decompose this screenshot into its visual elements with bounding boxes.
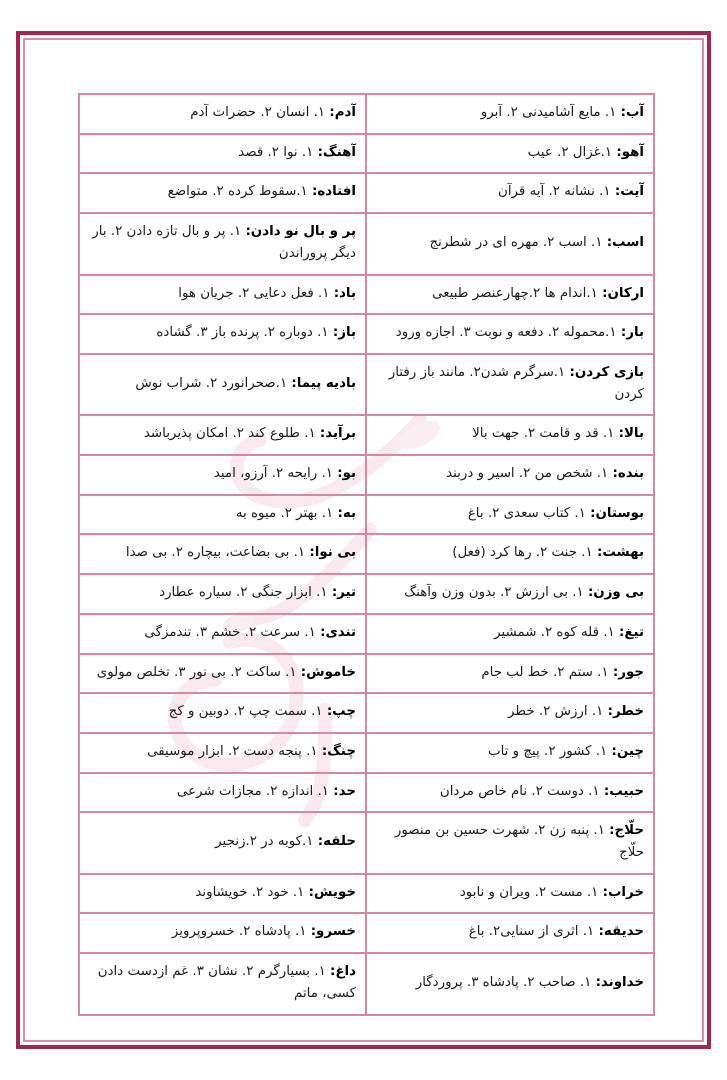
entry-definition: ۱. دوباره ۲. پرنده باز ۳. گشاده <box>156 325 329 341</box>
glossary-cell-left <box>79 173 366 213</box>
entry-term: جور: <box>612 664 644 680</box>
glossary-cell-left <box>79 415 366 455</box>
entry-term: بی وزن: <box>587 585 644 601</box>
entry-term: بهشت: <box>596 545 644 561</box>
entry-term: آدم: <box>329 105 356 120</box>
entry-term: آب: <box>620 105 644 120</box>
entry-definition: ۱. انسان ۲. حضرات آدم <box>190 105 326 120</box>
glossary-cell-right <box>366 455 654 495</box>
entry-term: اسب: <box>606 234 644 250</box>
entry-term: بوستان: <box>590 505 644 521</box>
entry-definition: ۱.سقوط کرده ۲. متواضع <box>167 184 308 200</box>
entry-term: بادیه پیما: <box>291 375 356 391</box>
glossary-cell-left <box>79 812 366 873</box>
entry-definition: ۱. جنت ۲. رها کرد (فعل) <box>452 545 593 561</box>
entry-definition: ۱. قله کوه ۲. شمشیر <box>494 624 615 640</box>
entry-definition: ۱.سرگرم شدن۲. مانند باز رفتار کردن <box>388 364 644 402</box>
glossary-cell-left <box>79 275 366 315</box>
glossary-cell-left <box>79 913 366 953</box>
entry-definition: ۱. بی بضاعت، بیچاره ۲. بی صدا <box>125 545 306 561</box>
entry-term: تیر: <box>331 585 356 601</box>
glossary-cell-left <box>79 534 366 574</box>
entry-term: آهنگ: <box>317 144 356 160</box>
entry-definition: ۱. رایحه ۲. آرزو، امید <box>213 466 333 482</box>
glossary-cell-right <box>366 733 654 773</box>
table-row <box>79 654 654 694</box>
entry-term: خطر: <box>607 704 644 720</box>
glossary-cell-left <box>79 455 366 495</box>
glossary-cell-right <box>366 953 654 1014</box>
table-row <box>79 773 654 813</box>
glossary-cell-right <box>366 275 654 315</box>
entry-definition: ۱. کتاب سعدی ۲. باغ <box>467 505 586 521</box>
glossary-cell-left <box>79 94 366 134</box>
entry-term: حبیب: <box>603 783 644 799</box>
table-row <box>79 874 654 914</box>
entry-term: خسرو: <box>310 924 356 940</box>
glossary-cell-left <box>79 314 366 354</box>
entry-definition: ۱. بهتر ۲. میوه به <box>235 505 334 521</box>
entry-definition: ۱. صاحب ۲. پادشاه ۳. پروردگار <box>415 975 592 991</box>
entry-definition: ۱. اندازه ۲. مجازات شرعی <box>176 783 329 799</box>
entry-definition: ۱. اثری از سنایی۲. باغ <box>468 924 595 940</box>
entry-term: بار: <box>620 325 644 341</box>
entry-term: چین: <box>611 743 644 759</box>
entry-term: باز: <box>332 325 356 341</box>
table-row <box>79 134 654 174</box>
entry-definition: ۱. طلوع کند ۲. امکان پذیرباشد <box>143 426 316 442</box>
entry-term: بنده: <box>612 466 644 482</box>
entry-definition: ۱. فعل دعایی ۲. جریان هوا <box>178 285 330 301</box>
glossary-cell-right <box>366 913 654 953</box>
entry-term: حدیقه: <box>598 924 644 940</box>
glossary-cell-right <box>366 213 654 274</box>
glossary-cell-right <box>366 574 654 614</box>
glossary-cell-left <box>79 213 366 274</box>
entry-term: تندی: <box>320 624 356 640</box>
entry-definition: ۱. کشور ۲. پیچ و تاب <box>487 743 608 759</box>
glossary-cell-right <box>366 773 654 813</box>
glossary-cell-right <box>366 94 654 134</box>
glossary-cell-left <box>79 693 366 733</box>
entry-term: به: <box>337 505 356 521</box>
entry-term: باد: <box>333 285 356 301</box>
entry-term: خویش: <box>308 884 356 900</box>
entry-definition: ۱. بسیارگرم ۲. نشان ۳. غم ازدست دادن کسی، ماتم <box>97 964 356 1001</box>
glossary-cell-left <box>79 574 366 614</box>
entry-term: خراب: <box>602 884 644 900</box>
glossary-cell-right <box>366 534 654 574</box>
table-row <box>79 314 654 354</box>
entry-definition: ۱. مست ۲. ویران و نابود <box>459 884 599 900</box>
entry-term: پر و بال نو دادن: <box>245 224 356 240</box>
table-row <box>79 614 654 654</box>
glossary-cell-right <box>366 495 654 535</box>
entry-term: داغ: <box>330 964 356 980</box>
entry-definition: ۱. نوا ۲. قصد <box>238 144 314 160</box>
glossary-table-body <box>79 94 654 1015</box>
glossary-cell-right <box>366 415 654 455</box>
entry-definition: ۱. ابزار جنگی ۲. سیاره عطارد <box>159 585 328 601</box>
table-row <box>79 94 654 134</box>
entry-definition: ۱. قد و قامت ۲. جهت بالا <box>472 426 615 442</box>
table-row <box>79 415 654 455</box>
glossary-cell-left <box>79 134 366 174</box>
glossary-cell-right <box>366 812 654 873</box>
entry-term: بی نوا: <box>309 545 356 561</box>
table-row <box>79 812 654 873</box>
entry-term: بو: <box>337 466 356 482</box>
table-row <box>79 455 654 495</box>
entry-definition: ۱.غزال ۲. عیب <box>527 144 613 160</box>
glossary-cell-left <box>79 495 366 535</box>
glossary-cell-left <box>79 874 366 914</box>
entry-term: افتاده: <box>312 184 356 200</box>
glossary-cell-right <box>366 134 654 174</box>
table-row <box>79 913 654 953</box>
entry-definition: ۱. پنبه زن ۲. شهرت حسین بن منصور حلّاج <box>394 823 644 861</box>
entry-term: آهو: <box>616 144 644 160</box>
entry-definition: ۱.کوبه در ۲.زنجیر <box>215 834 314 850</box>
entry-definition: ۱. ستم ۲. خط لب جام <box>481 664 609 680</box>
entry-definition: ۱. پنجه دست ۲. ابزار موسیقی <box>147 743 318 759</box>
entry-term: خداوند: <box>595 975 644 991</box>
table-row <box>79 173 654 213</box>
entry-term: حلّاج: <box>609 823 644 839</box>
entry-definition: ۱. ساکت ۲. بی نور ۳. تخلص مولوی <box>96 664 297 680</box>
glossary-cell-right <box>366 693 654 733</box>
table-row <box>79 693 654 733</box>
glossary-cell-left <box>79 773 366 813</box>
entry-definition: ۱.صحرانورد ۲. شراب نوش <box>135 375 288 391</box>
glossary-cell-left <box>79 953 366 1014</box>
table-row <box>79 354 654 415</box>
entry-term: حلقه: <box>317 834 356 850</box>
glossary-cell-left <box>79 354 366 415</box>
glossary-cell-right <box>366 173 654 213</box>
entry-definition: ۱. دوست ۲. نام خاص مردان <box>439 783 600 799</box>
table-row <box>79 495 654 535</box>
entry-term: بالا: <box>618 426 644 442</box>
glossary-cell-left <box>79 614 366 654</box>
glossary-cell-right <box>366 654 654 694</box>
entry-definition: ۱. اسب ۲. مهره ای در شطرنج <box>429 234 603 250</box>
table-row <box>79 953 654 1014</box>
entry-term: آیت: <box>614 184 644 200</box>
glossary-table <box>78 93 655 1016</box>
table-row <box>79 574 654 614</box>
entry-definition: ۱. ارزش ۲. خطر <box>507 704 604 720</box>
entry-definition: ۱.محموله ۲. دفعه و نوبت ۳. اجازه ورود <box>395 325 617 341</box>
glossary-cell-right <box>366 614 654 654</box>
entry-definition: ۱.اندام ها ۲.چهارعنصر طبیعی <box>432 285 598 301</box>
entry-definition: ۱. نشانه ۲. آیه قرآن <box>497 184 611 200</box>
entry-term: بازی کردن: <box>569 364 644 380</box>
entry-definition: ۱. شخص من ۲. اسیر و دربند <box>446 466 609 482</box>
entry-term: برآید: <box>319 426 356 442</box>
table-row <box>79 213 654 274</box>
entry-term: ارکان: <box>602 285 644 301</box>
glossary-cell-left <box>79 654 366 694</box>
entry-term: چنگ: <box>321 743 356 759</box>
entry-definition: ۱. سرعت ۲. خشم ۳. تندمزگی <box>144 624 316 640</box>
glossary-cell-right <box>366 354 654 415</box>
entry-definition: ۱. مایع آشامیدنی ۲. آبرو <box>480 105 617 120</box>
table-row <box>79 733 654 773</box>
entry-definition: ۱. خود ۲. خویشاوند <box>195 884 305 900</box>
entry-term: چپ: <box>326 704 356 720</box>
glossary-cell-right <box>366 314 654 354</box>
entry-definition: ۱. پادشاه ۲. خسروپرویز <box>171 924 307 940</box>
entry-definition: ۱. سمت چپ ۲. دوبین و کج <box>168 704 323 720</box>
table-row <box>79 275 654 315</box>
entry-term: حد: <box>333 783 356 799</box>
table-row <box>79 534 654 574</box>
entry-term: تیغ: <box>619 624 644 640</box>
entry-definition: ۱. بی ارزش ۲. بدون وزن وآهنگ <box>404 585 584 601</box>
entry-term: خاموش: <box>300 664 356 680</box>
glossary-cell-left <box>79 733 366 773</box>
entry-definition: ۱. پر و بال تازه دادن ۲. بار دیگر پروراندن <box>92 224 356 261</box>
glossary-cell-right <box>366 874 654 914</box>
